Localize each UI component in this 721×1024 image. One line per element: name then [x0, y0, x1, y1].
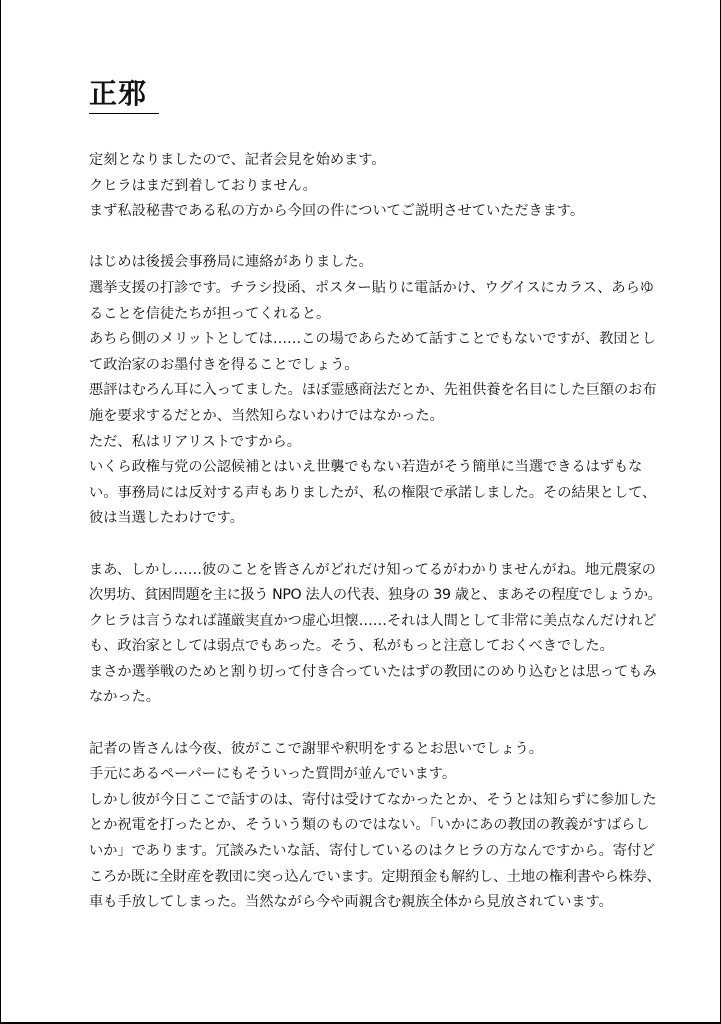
text-line: 選挙支援の打診です。チラシ投函、ポスター貼りに電話かけ、ウグイスにカラス、あらゆ [89, 279, 654, 296]
text-line: とか祝電を打ったとか、そういう類のものではない。「いかにあの教団の教義がすばらし [89, 817, 650, 834]
text-line: も、政治家としては弱点でもあった。そう、私がもっと注意しておくべきでした。 [89, 638, 614, 655]
text-line: クヒラはまだ到着しておりません。 [89, 177, 317, 194]
title-block [89, 76, 159, 114]
text-line: しかし彼が今日ここで話すのは、寄付は受けてなかったとか、そうとは知らずに参加した [89, 791, 657, 808]
text-line: ただ、私はリアリストですから。 [89, 433, 301, 450]
text-line: なかった。 [89, 689, 160, 706]
text-line: て政治家のお墨付きを得ることでしょう。 [89, 356, 359, 373]
paragraph [89, 737, 661, 916]
text-line: 悪評はむろん耳に入ってました。ほぼ霊感商法だとか、先祖供養を名目にした巨額のお布 [89, 382, 657, 399]
paragraph [89, 558, 661, 712]
text-line: ころか既に全財産を教団に突っ込んでいます。定期預金も解約し、土地の権利書やら株券、 [89, 868, 661, 885]
paragraph [89, 148, 661, 225]
text-line: 定刻となりましたので、記者会見を始めます。 [89, 152, 386, 168]
text-line: 記者の皆さんは今夜、彼がここで謝罪や釈明をするとお思いでしょう。 [89, 740, 544, 757]
text-line: クヒラは言うなれば謹厳実直かつ虚心坦懐……それは人間として非常に美点なんだけれど [89, 612, 657, 629]
text-line: まあ、しかし……彼のことを皆さんがどれだけ知ってるがわかりませんがね。地元農家の [89, 561, 656, 578]
text-line: あちら側のメリットとしては……この場であらためて話すことでもないですが、教団とし [89, 331, 656, 348]
text-line: まず私設秘書である私の方から今回の件についてご説明させていただきます。 [89, 203, 585, 220]
text-line: まさか選挙戦のためと割り切って付き合っていたはずの教団にのめり込むとは思ってもみ [89, 663, 657, 680]
text-line: 車も手放してしまった。当然ながら今や両親含む親族全体から見放されています。 [89, 894, 613, 911]
text-line: 施を要求するだとか、当然知らないわけではなかった。 [89, 407, 444, 424]
text-line: いくら政権与党の公認候補とはいえ世襲でもない若造がそう簡単に当選できるはずもな [89, 459, 643, 476]
text-line: 彼は当選したわけです。 [89, 510, 244, 527]
paragraph [89, 250, 661, 532]
text-line: ることを信徒たちが担ってくれると。 [89, 305, 331, 322]
page-title: 正邪 [89, 77, 148, 110]
title-underline [89, 113, 159, 114]
text-line: はじめは後援会事務局に連絡がありました。 [89, 254, 373, 271]
text-line: 手元にあるペーパーにもそういった質問が並んでいます。 [89, 766, 457, 783]
document-body [89, 148, 661, 941]
text-line: いか」であります。冗談みたいな話、寄付しているのはクヒラの方なんですから。寄付ど [89, 843, 656, 860]
text-line: 次男坊、貧困問題を主に扱う NPO 法人の代表、独身の 39 歳と、まあその程度でしょうか。 [89, 587, 662, 604]
text-line: い。事務局には反対する声もありましたが、私の権限で承諾しました。その結果として、 [89, 484, 657, 501]
